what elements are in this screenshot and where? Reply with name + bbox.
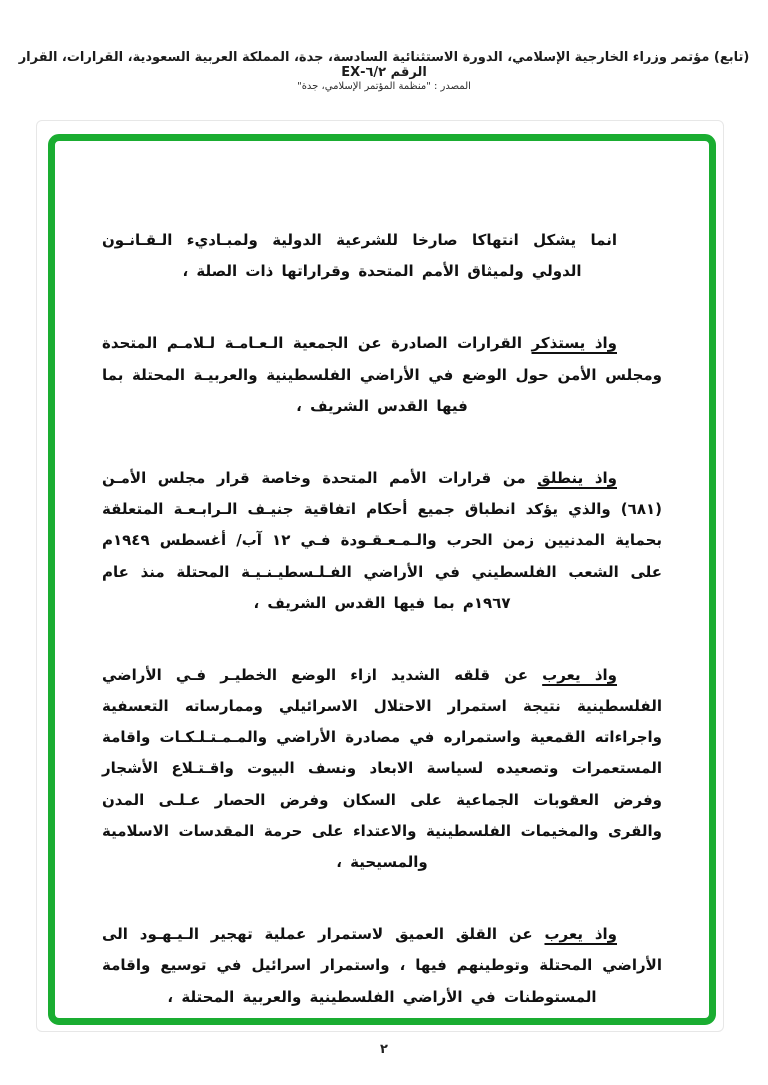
page-number: ٢	[380, 1042, 388, 1057]
paragraph	[102, 463, 662, 619]
lead-phrase: واذ ينطلق	[537, 468, 617, 487]
paragraph	[102, 328, 662, 422]
source-line: المصدر : "منظمة المؤتمر الإسلامي، جدة"	[297, 81, 471, 92]
paragraph	[102, 660, 662, 878]
green-frame	[48, 134, 716, 1025]
document-body	[102, 225, 662, 1013]
paragraph	[102, 225, 662, 287]
lead-phrase: واذ يعرب	[542, 665, 617, 684]
paragraph	[102, 919, 662, 1013]
paragraph-text: انما يشكل انتهاكا صارخا للشرعية الدولية ولمبـاديء الـقـانـون الدولي ولميثاق الأمم المتحدة وقراراتها ذات الصلة ،	[102, 231, 617, 281]
lead-phrase: واذ يعرب	[544, 925, 617, 944]
paragraph-text: القرارات الصادرة عن الجمعية الـعـامـة لـلامـم المتحدة ومجلس الأمن حول الوضع في الأراضي الفلسطينية والعربيـة المحتلة بما فيها القدس الشريف ،	[102, 334, 662, 415]
paragraph-text: عن القلق العميق لاستمرار عملية تهجير الـيـهـود الى الأراضي المحتلة وتوطينهم فيها ، واستمرار اسرائيل في توسيع واقامة المستوطنات في الأراضي الفلسطينية والعربية المحتلة ،	[102, 925, 662, 1006]
paragraph-text: عن قلقه الشديد ازاء الوضع الخطيـر فـي الأراضي الفلسطينية نتيجة استمرار الاحتلال الاسرائيلي وممارساته التعسفية واجراءاته القمعية واستمراره في مصادرة الأراضي والمـمـتـلـكـات واقامة المستعمرات وتصعيده لسياسة الابعاد ونسف البيوت واقـتـلاع الأشجار وفرض العقوبات الجماعية على السكان وفرض الحصار عـلـى المدن والقرى والمخيمات الفلسطينية والاعتداء على حرمة المقدسات الاسلامية والمسيحية ،	[102, 665, 662, 871]
header-title: (تابع) مؤتمر وزراء الخارجية الإسلامي، الدورة الاستثنائية السادسة، جدة، المملكة العربية السعودية، القرارات، القرار الرقم ٦/٢-EX	[18, 50, 750, 80]
lead-phrase: واذ يستذكر	[531, 334, 617, 353]
paragraph-text: من قرارات الأمم المتحدة وخاصة قرار مجلس الأمـن (٦٨١) والذي يؤكد انطباق جميع أحكام اتفاقية جنيـف الـرابـعـة المتعلقة بحماية المدنيين زمن الحرب والـمـعـقـودة فـي ١٢ آب/ أغسطس ١٩٤٩م على الشعب الفلسطيني في الأراضي الفـلـسطيـنـيـة المحتلة منذ عام ١٩٦٧م بما فيها القدس الشريف ،	[102, 468, 663, 612]
